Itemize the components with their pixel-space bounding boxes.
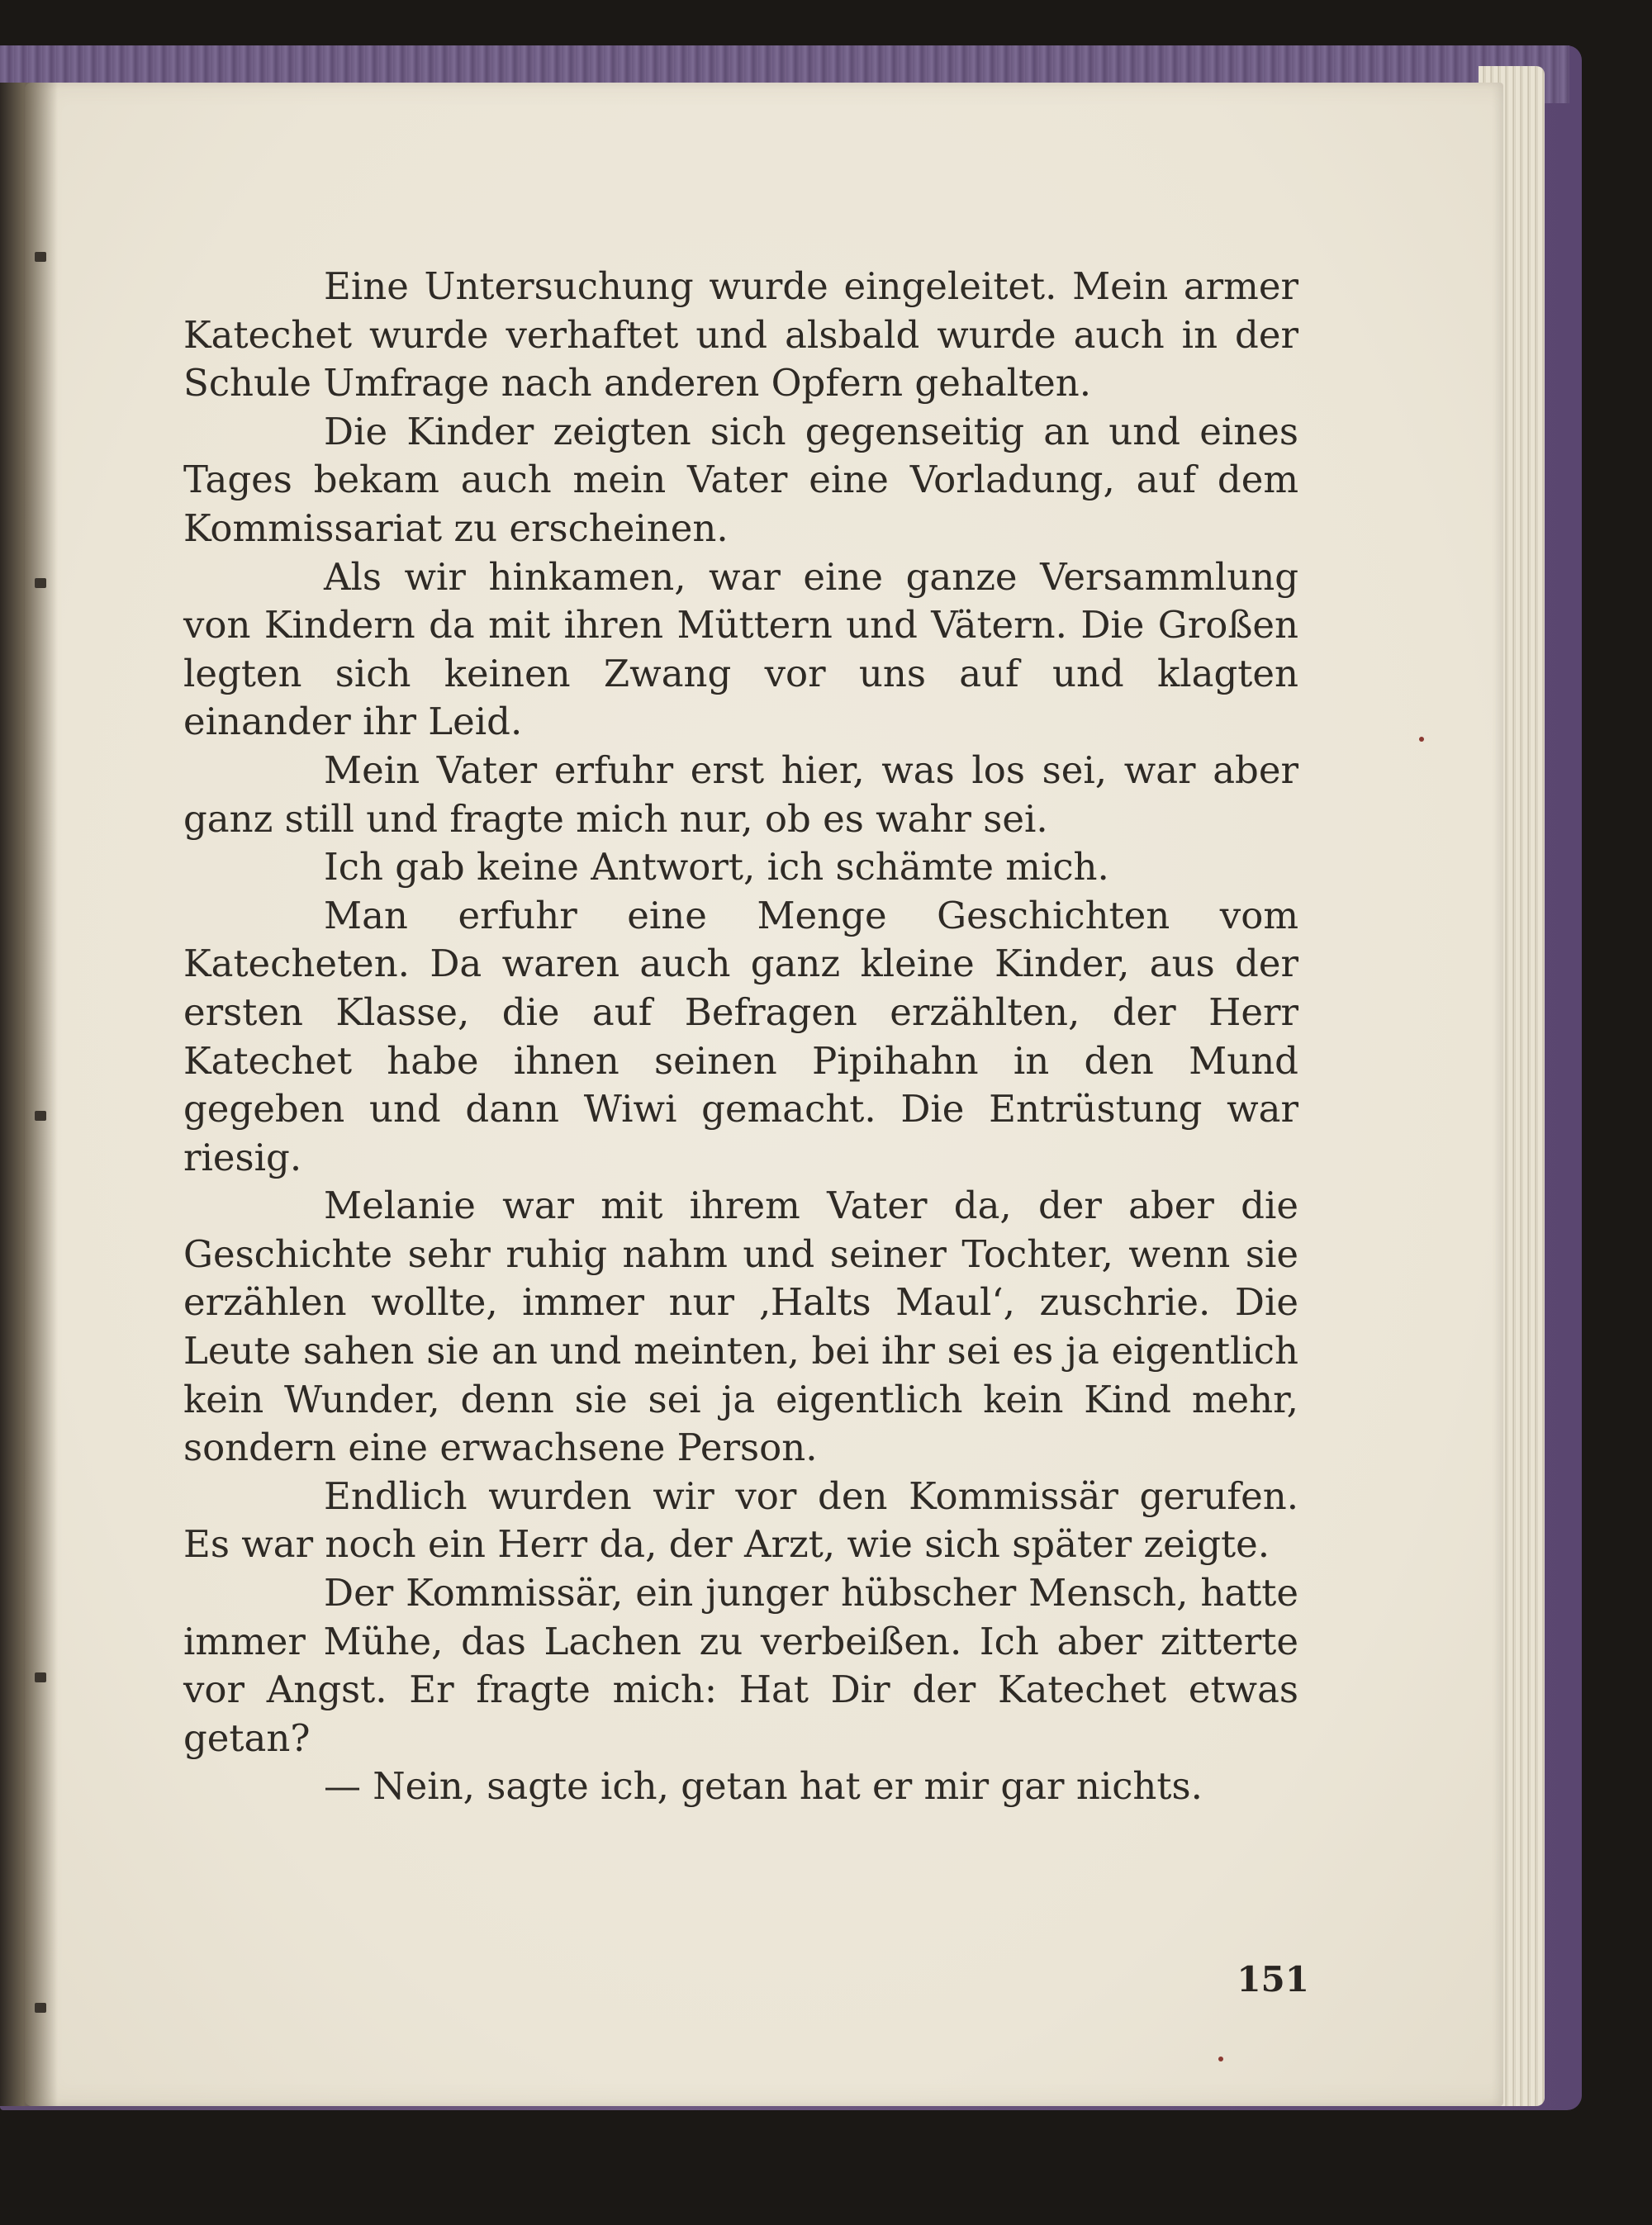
- binding-thread-mark: [35, 578, 46, 588]
- paper-speck: [1419, 737, 1424, 742]
- binding-thread-mark: [35, 1672, 46, 1682]
- paragraph: Eine Untersuchung wurde eingeleitet. Mein armer Katechet wurde verhaftet und alsbald wurde auch in der Schule Umfrage nach anderen Opfern gehalten.: [183, 264, 1298, 406]
- binding-thread-mark: [35, 252, 46, 262]
- paragraph: Als wir hinkamen, war eine ganze Versammlung von Kindern da mit ihren Müttern und Vätern. Die Großen legten sich keinen Zwang vor uns auf und klagten einander ihr Leid.: [183, 554, 1298, 744]
- paragraph: Der Kommissär, ein junger hübscher Mensch, hatte immer Mühe, das Lachen zu verbeißen. Ich aber zitterte vor Angst. Er fragte mich: Hat Dir der Katechet etwas getan?: [183, 1571, 1298, 1760]
- binding-thread-mark: [35, 2003, 46, 2013]
- paragraph: Die Kinder zeigten sich gegenseitig an und eines Tages bekam auch mein Vater eine Vorladung, auf dem Kommissariat zu erscheinen.: [183, 409, 1298, 550]
- paragraph: Man erfuhr eine Menge Geschichten vom Katecheten. Da waren auch ganz kleine Kinder, aus der ersten Klasse, die auf Befragen erzählten, der Herr Katechet habe ihnen seinen Pipihahn in den Mund gegeben und dann Wiwi gemacht. Die Entrüstung war riesig.: [183, 893, 1298, 1179]
- paper-speck: [1218, 2057, 1223, 2061]
- binding-thread-mark: [35, 1111, 46, 1121]
- paragraph: Endlich wurden wir vor den Kommissär gerufen. Es war noch ein Herr da, der Arzt, wie sich später zeigte.: [183, 1473, 1298, 1567]
- paragraph: Ich gab keine Antwort, ich schämte mich.: [324, 845, 1109, 890]
- paragraph: Mein Vater erfuhr erst hier, was los sei, war aber ganz still und fragte mich nur, ob es wahr sei.: [183, 747, 1298, 841]
- paragraph: Melanie war mit ihrem Vater da, der aber die Geschichte sehr ruhig nahm und seiner Tochter, wenn sie erzählen wollte, immer nur ‚Halts Maul‘, zuschrie. Die Leute sahen sie an und meinten, bei ihr sei es ja eigentlich kein Wunder, denn sie sei ja eigentlich kein Kind mehr, sondern eine erwachsene Person.: [183, 1184, 1298, 1470]
- dialogue-line: — Nein, sagte ich, getan hat er mir gar nichts.: [324, 1764, 1203, 1809]
- body-text: [183, 263, 1298, 1811]
- page-gutter: [0, 83, 58, 2106]
- page-number: 151: [1237, 1959, 1309, 2000]
